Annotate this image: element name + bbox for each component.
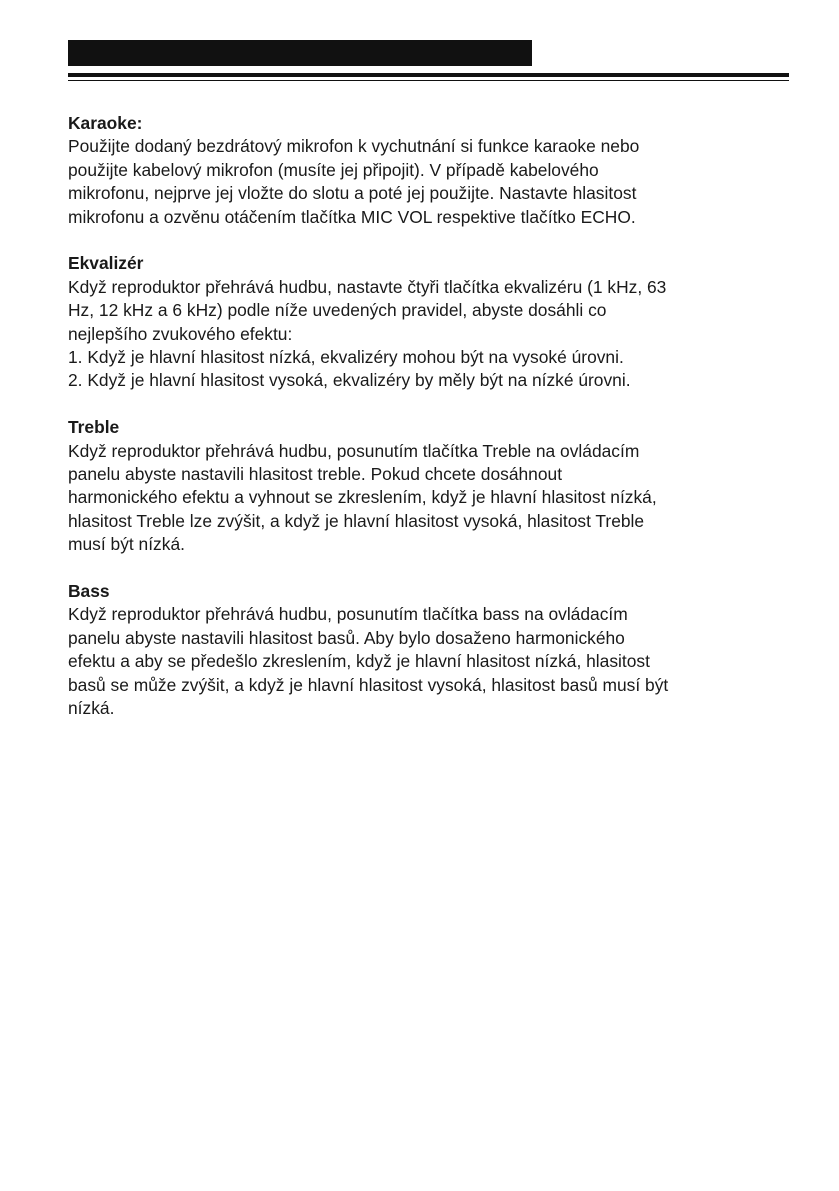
document-body: [68, 112, 728, 744]
paragraph-line: hlasitost Treble lze zvýšit, a když je hlavní hlasitost vysoká, hlasitost Treble: [68, 510, 645, 531]
section-heading: Bass: [68, 581, 110, 602]
list-item: 2. Když je hlavní hlasitost vysoká, ekvalizéry by měly být na nízké úrovni.: [68, 370, 631, 391]
paragraph-line: nejlepšího zvukového efektu:: [68, 323, 293, 344]
paragraph-line: použijte kabelový mikrofon (musíte jej připojit). V případě kabelového: [68, 159, 599, 180]
section-treble: [68, 416, 728, 556]
paragraph-line: nízká.: [68, 698, 115, 719]
paragraph-line: mikrofonu a ozvěnu otáčením tlačítka MIC VOL respektive tlačítko ECHO.: [68, 206, 636, 227]
section-paragraph: [68, 276, 728, 393]
paragraph-line: panelu abyste nastavili hlasitost basů. Aby bylo dosaženo harmonického: [68, 627, 625, 648]
header-rule-thick: [68, 73, 789, 77]
header-bar: [68, 40, 532, 66]
section-paragraph: [68, 440, 728, 557]
paragraph-line: panelu abyste nastavili hlasitost treble. Pokud chcete dosáhnout: [68, 464, 563, 485]
section-karaoke: [68, 112, 728, 229]
paragraph-line: harmonického efektu a vyhnout se zkreslením, když je hlavní hlasitost nízká,: [68, 487, 657, 508]
paragraph-line: efektu a aby se předešlo zkreslením, když je hlavní hlasitost nízká, hlasitost: [68, 651, 650, 672]
paragraph-line: Hz, 12 kHz a 6 kHz) podle níže uvedených pravidel, abyste dosáhli co: [68, 300, 607, 321]
section-heading: Karaoke:: [68, 113, 143, 133]
section-paragraph: [68, 135, 728, 229]
paragraph-line: Když reproduktor přehrává hudbu, posunutím tlačítka Treble na ovládacím: [68, 440, 640, 461]
paragraph-line: basů se může zvýšit, a když je hlavní hlasitost vysoká, hlasitost basů musí být: [68, 674, 669, 695]
section-heading: Treble: [68, 417, 120, 438]
header-rule-thin: [68, 80, 789, 81]
paragraph-line: mikrofonu, nejprve jej vložte do slotu a poté jej použijte. Nastavte hlasitost: [68, 183, 637, 204]
section-heading: Ekvalizér: [68, 253, 144, 274]
paragraph-line: Když reproduktor přehrává hudbu, posunutím tlačítka bass na ovládacím: [68, 604, 628, 625]
section-bass: [68, 580, 728, 720]
paragraph-line: Použijte dodaný bezdrátový mikrofon k vychutnání si funkce karaoke nebo: [68, 136, 640, 157]
paragraph-line: musí být nízká.: [68, 534, 185, 555]
section-ekvalizer: [68, 252, 728, 392]
list-item: 1. Když je hlavní hlasitost nízká, ekvalizéry mohou být na vysoké úrovni.: [68, 347, 624, 368]
section-paragraph: [68, 603, 728, 720]
paragraph-line: Když reproduktor přehrává hudbu, nastavte čtyři tlačítka ekvalizéru (1 kHz, 63: [68, 276, 667, 297]
